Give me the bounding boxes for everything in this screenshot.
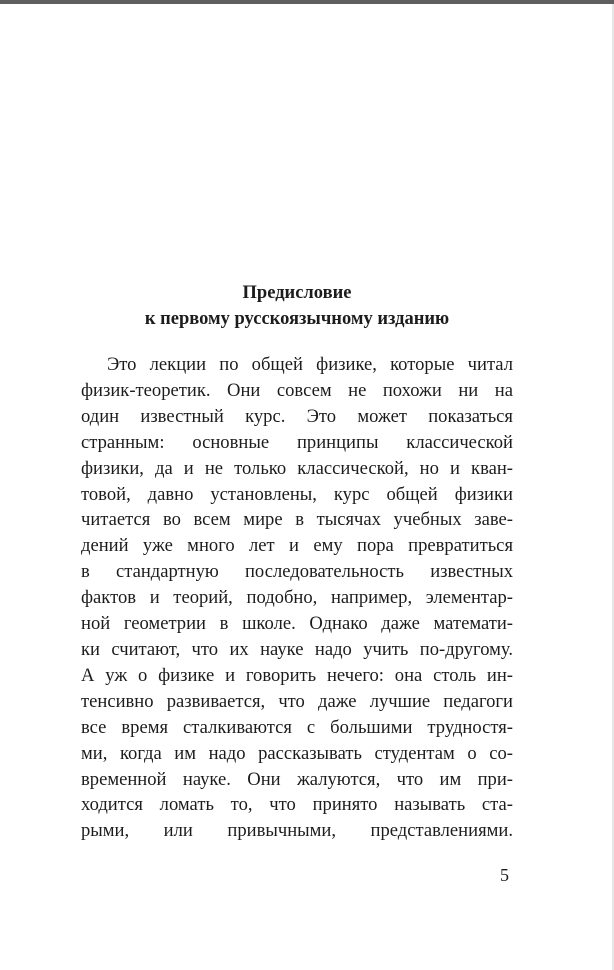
text-line: физики, да и не только классической, но и кван- [81,457,513,479]
heading-line-2: к первому русскоязычному изданию [144,309,450,329]
text-line: странным: основные принципы классической [81,431,513,453]
chapter-heading [81,280,513,332]
text-line: ми, когда им надо рассказывать студентам о со- [81,742,513,764]
text-line: один известный курс. Это может показаться [81,405,513,427]
text-line: Это лекции по общей физике, которые читал [107,354,513,375]
text-line: А уж о физике и говорить нечего: она столь ин- [81,664,513,686]
page-number: 5 [500,865,509,885]
body-paragraph [81,352,513,844]
text-line: товой, давно установлены, курс общей физики [81,483,513,505]
text-line: ной геометрии в школе. Однако даже математи- [81,613,513,635]
top-border [0,0,614,4]
text-line: в стандартную последовательность известных [81,561,513,583]
text-line: все время сталкиваются с большими трудностя- [81,716,513,738]
heading-line-1: Предисловие [242,283,352,303]
text-line: ки считают, что их науке надо учить по-другому. [81,638,513,660]
text-line: дений уже много лет и ему пора превратиться [81,535,513,557]
book-page [81,280,513,844]
text-line: физик-теоретик. Они совсем не похожи ни на [81,379,513,401]
text-line: временной науке. Они жалуются, что им при- [81,768,513,790]
text-line: фактов и теорий, подобно, например, элементар- [81,587,513,609]
text-line: тенсивно развивается, что даже лучшие педагоги [81,690,513,712]
text-line: читается во всем мире в тысячах учебных заве- [81,509,513,531]
text-line: рыми, или привычными, представлениями. [81,820,513,842]
text-line: ходится ломать то, что принято называть ста- [81,794,513,816]
